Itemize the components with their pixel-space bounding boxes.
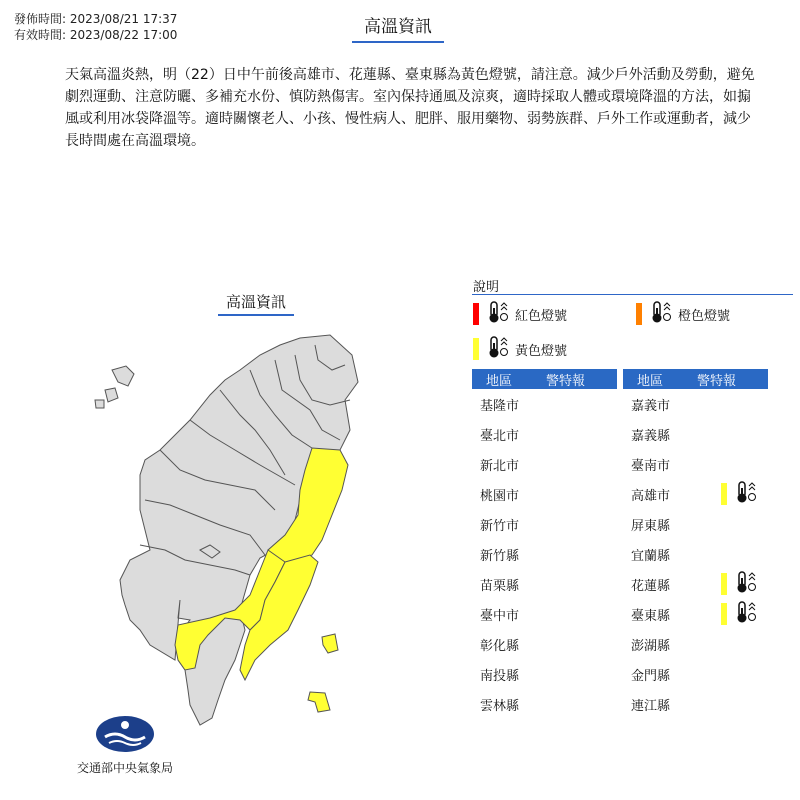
region-name: 臺中市 xyxy=(480,608,520,624)
advisory-text: 天氣高溫炎熱，明（22）日中午前後高雄市、花蓮縣、臺東縣為黃色燈號，請注意。減少戶外活動及勞動，避免劇烈運動、注意防曬、多補充水份、慎防熱傷害。室內保持通風及涼爽，適時採取人體或環境降溫的方法，如搧風或利用冰袋降溫等。適時關懷老人、小孩、慢性病人、肥胖、服用藥物、弱勢族群、戶外工作或運動者，減少長時間處在高溫環境。 xyxy=(65,67,755,149)
warning-cell xyxy=(721,480,763,508)
page-title: 高溫資訊 xyxy=(352,12,444,43)
legend-item-orange xyxy=(636,300,730,328)
legend-item-yellow xyxy=(473,335,567,363)
table-row xyxy=(623,539,768,569)
yellow-swatch xyxy=(721,573,727,595)
region-name: 新北市 xyxy=(480,458,520,474)
region-name: 宜蘭縣 xyxy=(631,548,671,564)
region-name: 新竹市 xyxy=(480,518,520,534)
region-name: 嘉義縣 xyxy=(631,428,671,444)
organization-name: 交通部中央氣象局 xyxy=(76,761,173,775)
header-warning: 警特報 xyxy=(546,373,586,389)
table-row xyxy=(472,389,617,419)
taiwan-map xyxy=(60,300,360,740)
region-name: 嘉義市 xyxy=(631,398,671,414)
region-name: 基隆市 xyxy=(480,398,520,414)
table-row xyxy=(623,389,768,419)
table-row xyxy=(472,659,617,689)
table-row xyxy=(623,599,768,629)
table-row xyxy=(472,449,617,479)
cwb-logo-block xyxy=(70,715,180,776)
table-row xyxy=(472,689,617,719)
yellow-swatch xyxy=(473,338,479,360)
region-name: 臺東縣 xyxy=(631,608,671,624)
table-row xyxy=(623,659,768,689)
thermometer-icon xyxy=(735,570,757,598)
region-name: 屏東縣 xyxy=(631,518,671,534)
table-row xyxy=(472,509,617,539)
table-row xyxy=(623,689,768,719)
legend-label-yellow: 黃色燈號 xyxy=(515,343,568,359)
warning-cell xyxy=(721,600,763,628)
issue-meta xyxy=(14,11,177,43)
table-row xyxy=(623,569,768,599)
legend-title: 說明 xyxy=(473,280,500,295)
region-name: 澎湖縣 xyxy=(631,638,671,654)
region-name: 雲林縣 xyxy=(480,698,520,714)
table-header xyxy=(472,369,617,389)
warning-cell xyxy=(721,570,763,598)
region-name: 花蓮縣 xyxy=(631,578,671,594)
table-row xyxy=(472,539,617,569)
map-region-green-island xyxy=(322,634,338,653)
thermometer-icon xyxy=(487,300,509,328)
table-header xyxy=(623,369,768,389)
table-row xyxy=(623,629,768,659)
table-row xyxy=(472,629,617,659)
thermometer-icon xyxy=(487,335,509,363)
legend-divider xyxy=(472,294,793,295)
valid-time: 有效時間: 2023/08/22 17:00 xyxy=(14,28,178,42)
yellow-swatch xyxy=(721,603,727,625)
header-warning: 警特報 xyxy=(697,373,737,389)
thermometer-icon xyxy=(650,300,672,328)
region-name: 臺南市 xyxy=(631,458,671,474)
table-row xyxy=(623,509,768,539)
region-name: 高雄市 xyxy=(631,488,671,504)
region-name: 苗栗縣 xyxy=(480,578,520,594)
table-row xyxy=(623,479,768,509)
table-rows xyxy=(623,389,768,719)
map-title: 高溫資訊 xyxy=(218,291,294,316)
yellow-swatch xyxy=(721,483,727,505)
thermometer-icon xyxy=(735,480,757,508)
region-name: 桃園市 xyxy=(480,488,520,504)
table-row xyxy=(623,449,768,479)
region-name: 彰化縣 xyxy=(480,638,520,654)
table-row xyxy=(623,419,768,449)
legend-label-red: 紅色燈號 xyxy=(515,308,568,324)
table-rows xyxy=(472,389,617,719)
legend-item-red xyxy=(473,300,567,328)
publish-time: 發佈時間: 2023/08/21 17:37 xyxy=(14,12,178,26)
orange-swatch xyxy=(636,303,642,325)
region-name: 連江縣 xyxy=(631,698,671,714)
header-region: 地區 xyxy=(637,373,664,389)
red-swatch xyxy=(473,303,479,325)
region-name: 新竹縣 xyxy=(480,548,520,564)
map-region-orchid-island xyxy=(308,692,330,712)
region-name: 南投縣 xyxy=(480,668,520,684)
legend-label-orange: 橙色燈號 xyxy=(678,308,731,324)
table-row xyxy=(472,419,617,449)
thermometer-icon xyxy=(735,600,757,628)
region-name: 金門縣 xyxy=(631,668,671,684)
map-region-penghu xyxy=(95,366,134,408)
region-name: 臺北市 xyxy=(480,428,520,444)
header-region: 地區 xyxy=(486,373,513,389)
table-row xyxy=(472,569,617,599)
warning-table-left xyxy=(472,369,617,719)
table-row xyxy=(472,599,617,629)
cwb-logo-icon xyxy=(95,715,155,753)
warning-table-right xyxy=(623,369,768,719)
table-row xyxy=(472,479,617,509)
